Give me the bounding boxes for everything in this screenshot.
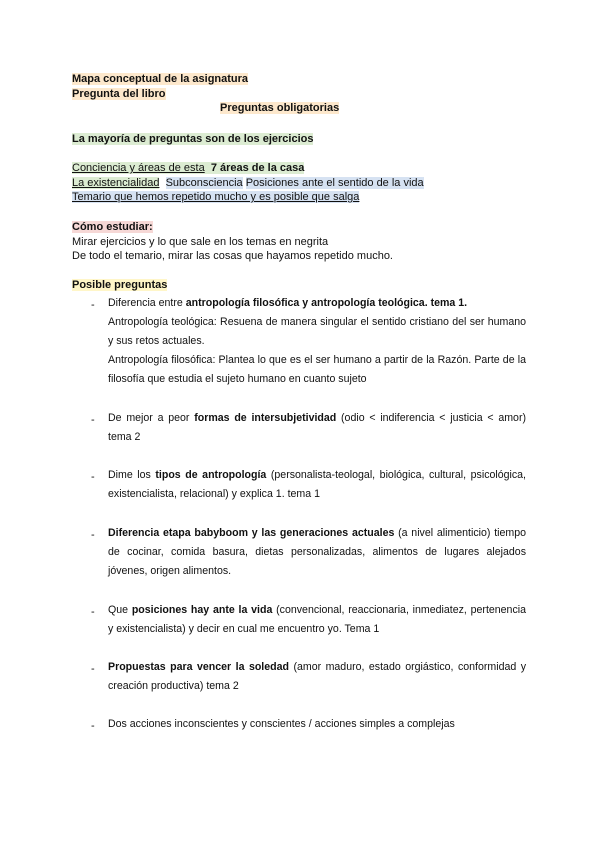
- areas-conciencia: Conciencia y áreas de esta: [72, 162, 205, 174]
- header-line-4: La mayoría de preguntas son de los ejercicios: [72, 133, 314, 145]
- question-1-teologica: Antropología teológica: Resuena de manera singular el sentido cristiano del ser humano y sus retos actuales.: [108, 316, 526, 347]
- areas-line-3: [72, 190, 359, 204]
- areas-line-1: [72, 161, 304, 175]
- header-line-1: Mapa conceptual de la asignatura: [72, 73, 249, 85]
- estudiar-line-1: Mirar ejercicios y lo que sale en los temas en negrita: [72, 236, 329, 248]
- question-3: Dime los tipos de antropología (personalista-teologal, biológica, cultural, psicológica, existencialista, relacional) y explica 1. tema 1: [108, 469, 526, 500]
- header-line-2: Pregunta del libro: [72, 88, 166, 100]
- areas-siete: 7 áreas de la casa: [210, 162, 305, 174]
- bullet-dash: -: [91, 529, 95, 541]
- bullet-dash: -: [91, 606, 95, 618]
- header-line-3: Preguntas obligatorias: [220, 102, 340, 114]
- question-7: Dos acciones inconscientes y conscientes / acciones simples a complejas: [108, 718, 455, 730]
- estudiar-heading: Cómo estudiar:: [72, 221, 153, 233]
- question-1: Diferencia entre antropología filosófica y antropología teológica. tema 1. Antropología teológica: Resuena de manera singular el sentido cristiano del ser humano y sus retos actuales. Antropología filosófica: Plantea lo que es el ser humano a partir de la Razón. Parte de la filosofía que estudia el sujeto humano en cuanto sujeto: [108, 294, 526, 389]
- question-2: De mejor a peor formas de intersubjetividad (odio < indiferencia < justicia < amor) tema 2: [108, 412, 527, 443]
- areas-temario: Temario que hemos repetido mucho y es posible que salga: [72, 191, 360, 203]
- question-1-filosofica: Antropología filosófica: Plantea lo que es el ser humano a partir de la Razón. Parte de la filosofía que estudia el sujeto humano en cuanto sujeto: [108, 354, 526, 385]
- areas-posiciones: Posiciones ante el sentido de la vida: [245, 177, 424, 189]
- areas-line-2: [72, 176, 424, 190]
- question-5: Que posiciones hay ante la vida (convencional, reaccionaria, inmediatez, pertenencia y existencialista) y decir en cual me encuentro yo. Tema 1: [108, 604, 526, 635]
- areas-existencialidad: La existencialidad: [72, 177, 160, 189]
- bullet-dash: -: [91, 720, 95, 732]
- areas-subconsciencia: Subconsciencia: [165, 177, 243, 189]
- estudiar-line-2: De todo el temario, mirar las cosas que hayamos repetido mucho.: [72, 250, 393, 262]
- bullet-dash: -: [91, 414, 95, 426]
- posibles-heading: Posible preguntas: [72, 279, 168, 291]
- question-6: Propuestas para vencer la soledad (amor maduro, estado orgiástico, conformidad y creación productiva) tema 2: [108, 661, 527, 692]
- bullet-dash: -: [91, 663, 95, 675]
- question-4: Diferencia etapa babyboom y las generaciones actuales (a nivel alimenticio) tiempo de cocinar, comida basura, dietas personalizadas, alimentos de lugares alejados jóvenes, origen alimentos.: [108, 527, 526, 577]
- bullet-dash: -: [91, 299, 95, 311]
- bullet-dash: -: [91, 471, 95, 483]
